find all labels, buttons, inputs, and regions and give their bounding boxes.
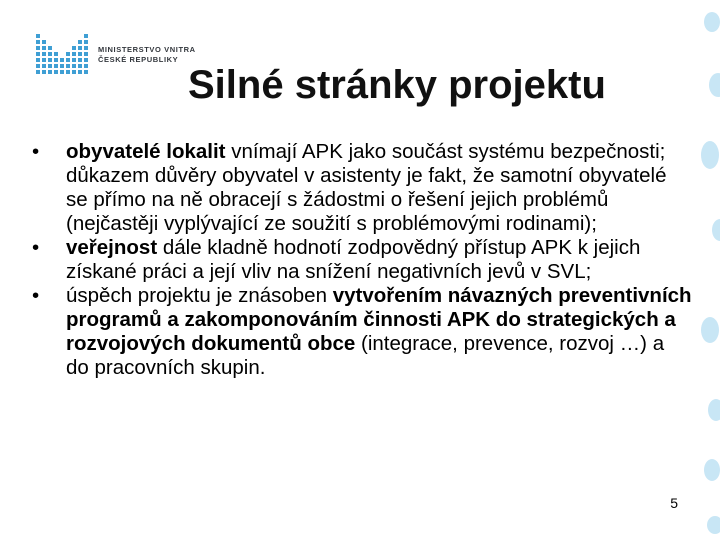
bullet-icon: • [32,236,40,259]
bullet-3-bold: vytvořením návazných preventivních programů a zakomponováním činnosti APK do strategických a rozvojových dokumentů obce [66,284,692,355]
bullet-3-text-end: (integrace, prevence, rozvoj …) a do pracovních skupin. [66,332,665,379]
bullet-2-bold: veřejnost [66,236,158,259]
bullet-2-text: dále kladně hodnotí zodpovědný přístup APK k jejich získané práci a její vliv na snížení negativních jevů v SVL; [66,236,641,283]
bullet-1-text: vnímají APK jako součást systému bezpečnosti; důkazem důvěry obyvatel v asistenty je fakt, že samotní obyvatelé se přímo na ně obracejí s žádostmi o řešení jejich problémů (nejčastěji vyplývající ze soužití s problémovými rodinami); [66,140,667,235]
bullet-item-3 [32,284,692,380]
bullet-icon: • [32,284,40,307]
page-number: 5 [670,495,678,511]
bullet-list [32,140,692,380]
ministry-logo-icon [36,34,92,79]
logo-line-1: MINISTERSTVO VNITRA [98,45,196,54]
bullet-1-bold: obyvatelé lokalit [66,140,226,163]
slide-title: Silné stránky projektu [188,63,606,107]
ministry-logo-text [98,45,196,65]
bullet-item-1 [32,140,692,236]
decorative-dots [620,0,720,540]
bullet-item-2 [32,236,692,284]
bullet-icon: • [32,140,40,163]
logo-line-2: ČESKÉ REPUBLIKY [98,55,179,64]
bullet-3-text-start: úspěch projektu je znásoben [66,284,333,307]
ministry-logo [36,34,196,79]
